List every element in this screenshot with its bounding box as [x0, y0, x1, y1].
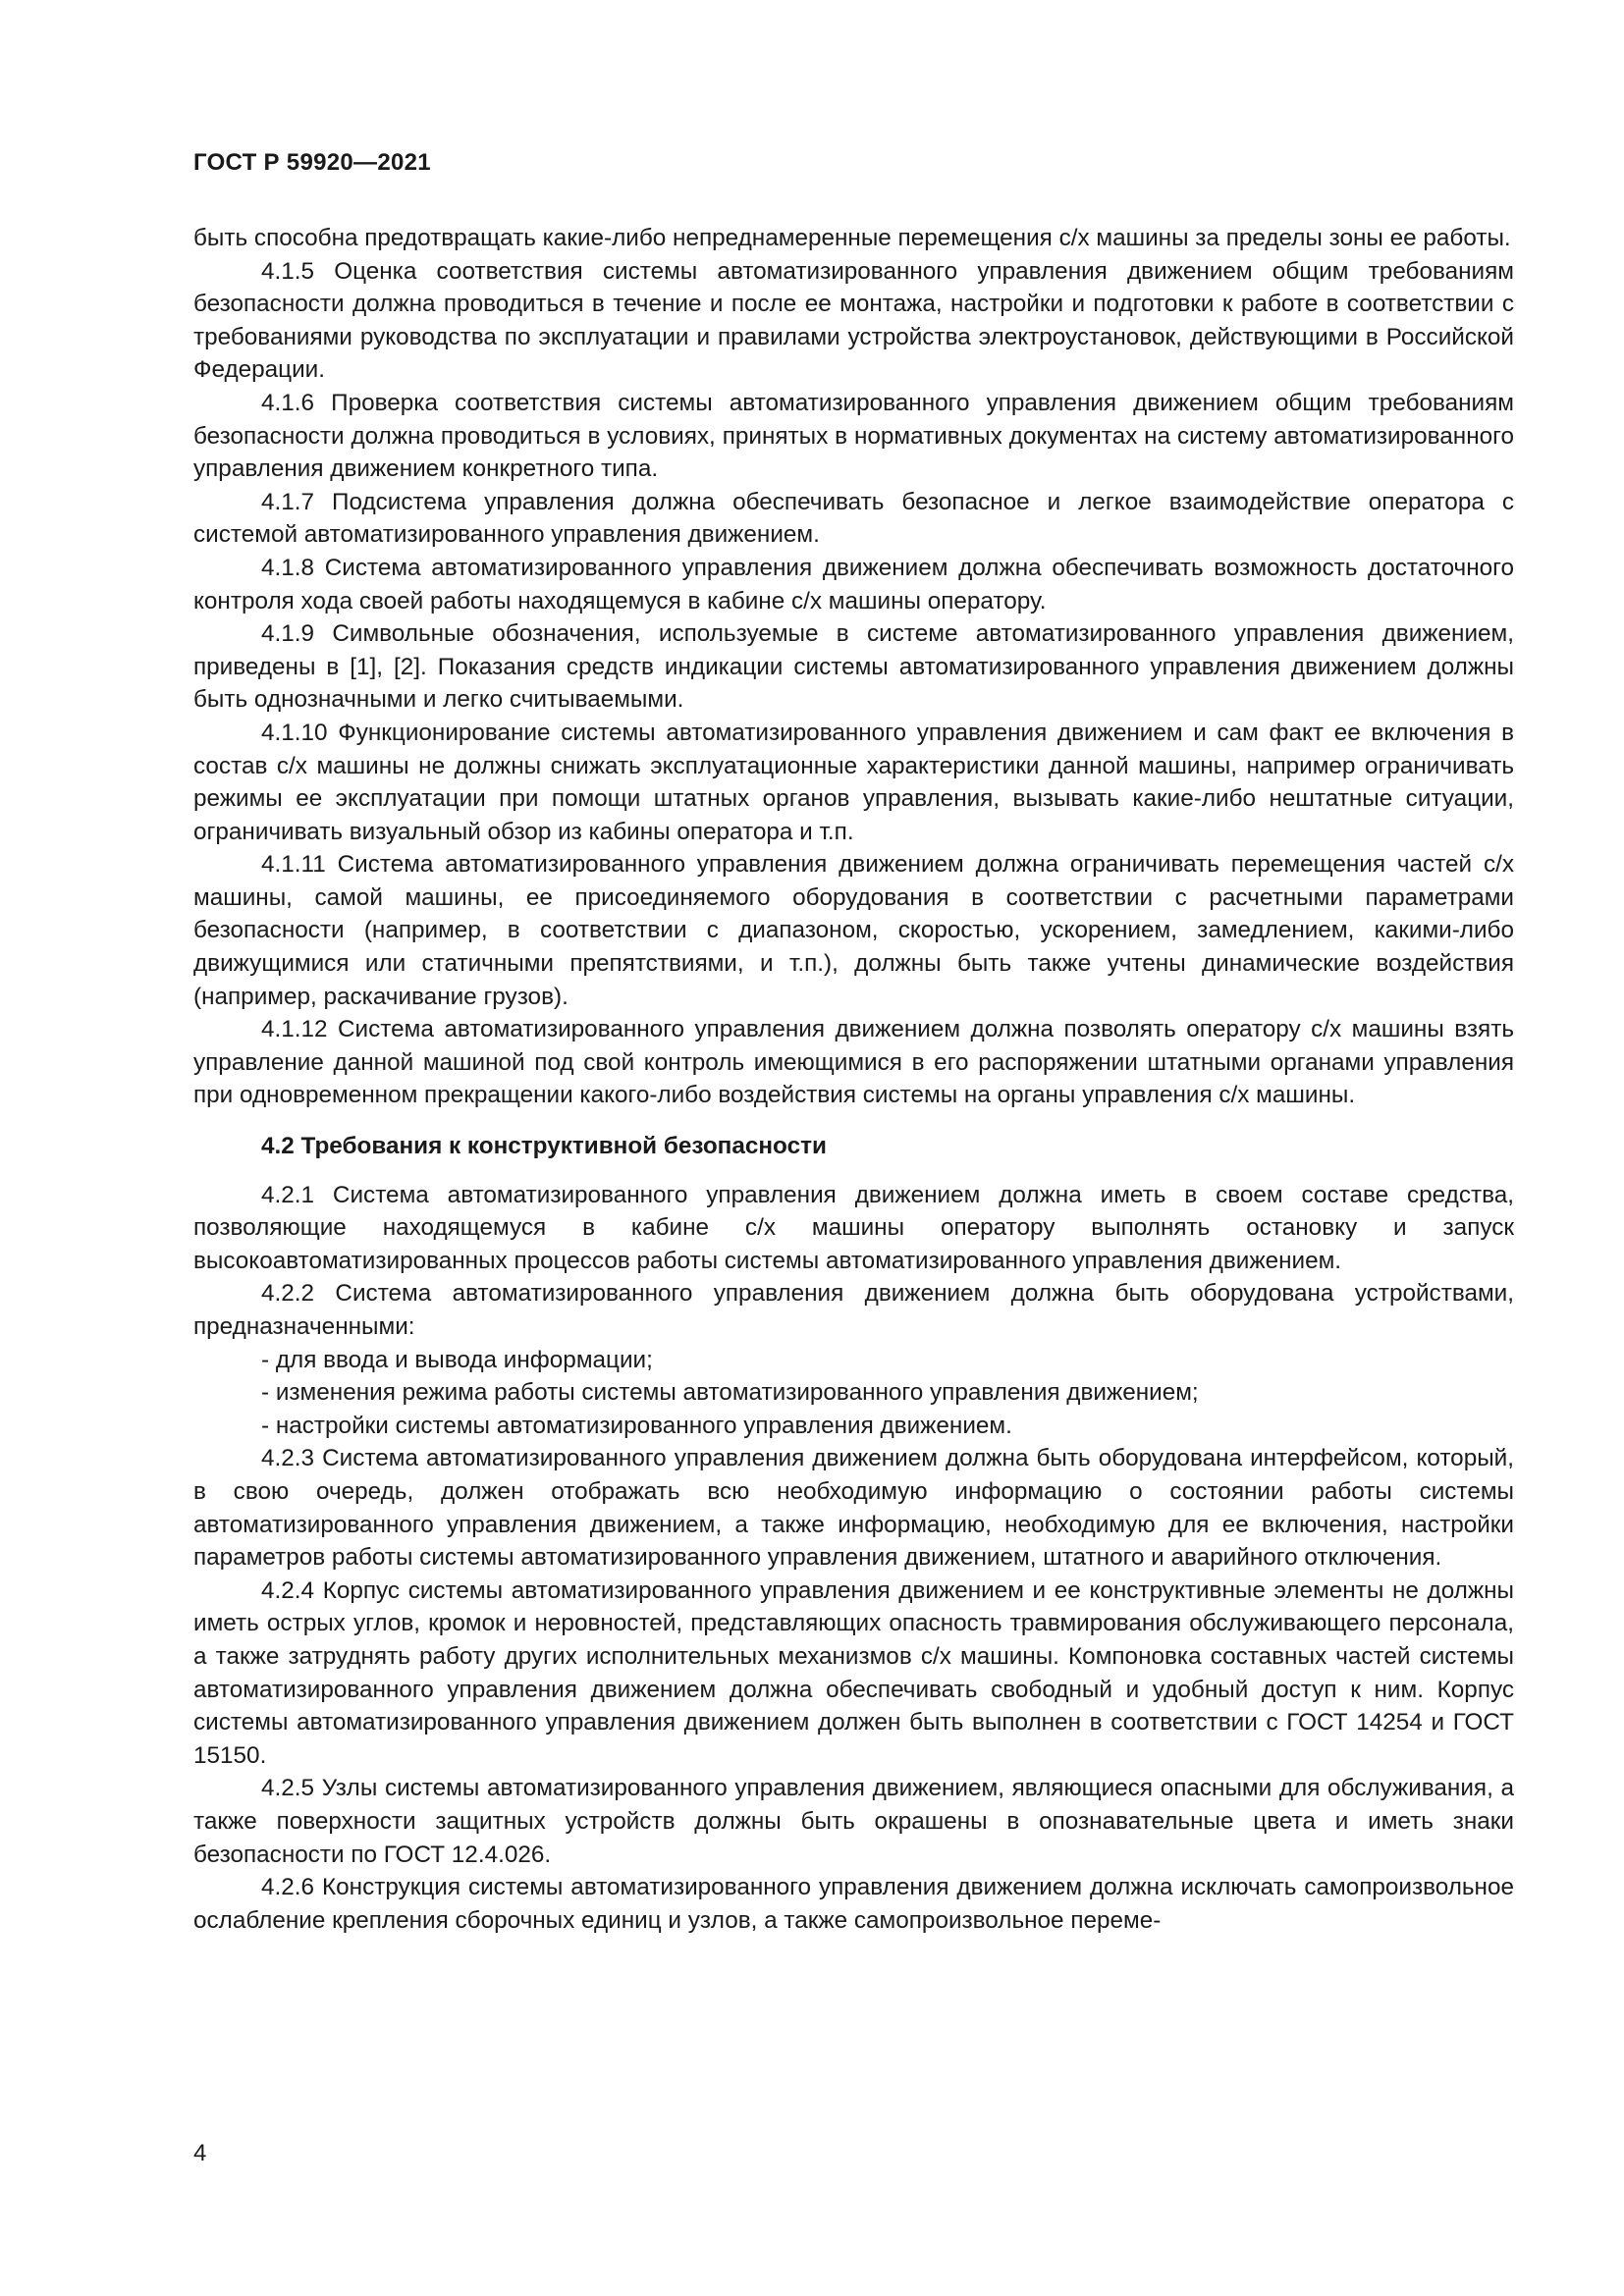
clause-4-2-2: 4.2.2 Система автоматизированного управления движением должна быть оборудована устройствами, предназначенными: — [193, 1280, 1514, 1340]
clause-4-2-3: 4.2.3 Система автоматизированного управления движением должна быть оборудована интерфейсом, который, в свою очередь, должен отображать всю необходимую информацию о состоянии работы системы автоматизированного управления движением, а также информацию, необходимую для ее включения, настройки параметров работы системы автоматизированного управления движением, штатного и аварийного отключения. — [193, 1445, 1514, 1572]
clause-4-1-6: 4.1.6 Проверка соответствия системы автоматизированного управления движением общим требованиям безопасности должна проводиться в условиях, принятых в нормативных документах на систему автоматизированного управления движением конкретного типа. — [193, 389, 1514, 483]
clause-4-2-1: 4.2.1 Система автоматизированного управления движением должна иметь в своем составе средства, позволяющие находящемуся в кабине с/х машины оператору выполнять остановку и запуск высокоавтоматизированных процессов работы системы автоматизированного управления движением. — [193, 1181, 1514, 1274]
clause-4-1-11: 4.1.11 Система автоматизированного управления движением должна ограничивать перемещения частей с/х машины, самой машины, ее присоединяемого оборудования в соответствии с расчетными параметрами безопасности (например, в соответствии с диапазоном, скоростью, ускорением, замедлением, какими-либо движущимися или статичными препятствиями, и т.п.), должны быть также учтены динамические воздействия (например, раскачивание грузов). — [193, 851, 1514, 1010]
clause-4-1-8: 4.1.8 Система автоматизированного управления движением должна обеспечивать возможность достаточного контроля хода своей работы находящемуся в кабине с/х машины оператору. — [193, 554, 1514, 614]
clause-4-1-9: 4.1.9 Символьные обозначения, используемые в системе автоматизированного управления движением, приведены в [1], [2]. Показания средств индикации системы автоматизированного управления движением должны быть однозначными и легко считываемыми. — [193, 620, 1514, 714]
clause-4-2-5: 4.2.5 Узлы системы автоматизированного управления движением, являющиеся опасными для обслуживания, а также поверхности защитных устройств должны быть окрашены в опознавательные цвета и иметь знаки безопасности по ГОСТ 12.4.026. — [193, 1775, 1514, 1868]
clause-4-1-12: 4.1.12 Система автоматизированного управления движением должна позволять оператору с/х машины взять управление данной машиной под свой контроль имеющимися в его распоряжении штатными органами управления при одновременном прекращении какого-либо воздействия системы на органы управления с/х машины. — [193, 1016, 1514, 1109]
section-heading-4-2: 4.2 Требования к конструктивной безопасности — [261, 1133, 827, 1160]
page-number: 4 — [193, 2140, 207, 2166]
continuation-paragraph: быть способна предотвращать какие-либо непреднамеренные перемещения с/х машины за пределы зоны ее работы. — [193, 225, 1511, 251]
document-body — [193, 222, 1514, 1937]
clause-4-1-5: 4.1.5 Оценка соответствия системы автоматизированного управления движением общим требованиям безопасности должна проводиться в течение и после ее монтажа, настройки и подготовки к работе в соответствии с требованиями руководства по эксплуатации и правилами устройства электроустановок, действующими в Российской Федерации. — [193, 257, 1514, 384]
clause-4-2-6: 4.2.6 Конструкция системы автоматизированного управления движением должна исключать самопроизвольное ослабление крепления сборочных единиц и узлов, а также самопроизвольное переме- — [193, 1874, 1514, 1934]
list-item-input-output: - для ввода и вывода информации; — [261, 1346, 653, 1373]
list-item-mode-change: - изменения режима работы системы автоматизированного управления движением; — [261, 1379, 1199, 1407]
clause-4-1-7: 4.1.7 Подсистема управления должна обеспечивать безопасное и легкое взаимодействие оператора с системой автоматизированного управления движением. — [193, 488, 1514, 549]
document-code-header: ГОСТ Р 59920—2021 — [193, 149, 431, 176]
clause-4-2-4: 4.2.4 Корпус системы автоматизированного управления движением и ее конструктивные элементы не должны иметь острых углов, кромок и неровностей, представляющих опасность травмирования обслуживающего персонала, а также затруднять работу других исполнительных механизмов с/х машины. Компоновка составных частей системы автоматизированного управления движением должна обеспечивать свободный и удобный доступ к ним. Корпус системы автоматизированного управления движением должен быть выполнен в соответствии с ГОСТ 14254 и ГОСТ 15150. — [193, 1576, 1514, 1769]
clause-4-1-10: 4.1.10 Функционирование системы автоматизированного управления движением и сам факт ее включения в состав с/х машины не должны снижать эксплуатационные характеристики данной машины, например ограничивать режимы ее эксплуатации при помощи штатных органов управления, вызывать какие-либо нештатные ситуации, ограничивать визуальный обзор из кабины оператора и т.п. — [193, 719, 1514, 845]
list-item-settings: - настройки системы автоматизированного управления движением. — [261, 1412, 1012, 1439]
